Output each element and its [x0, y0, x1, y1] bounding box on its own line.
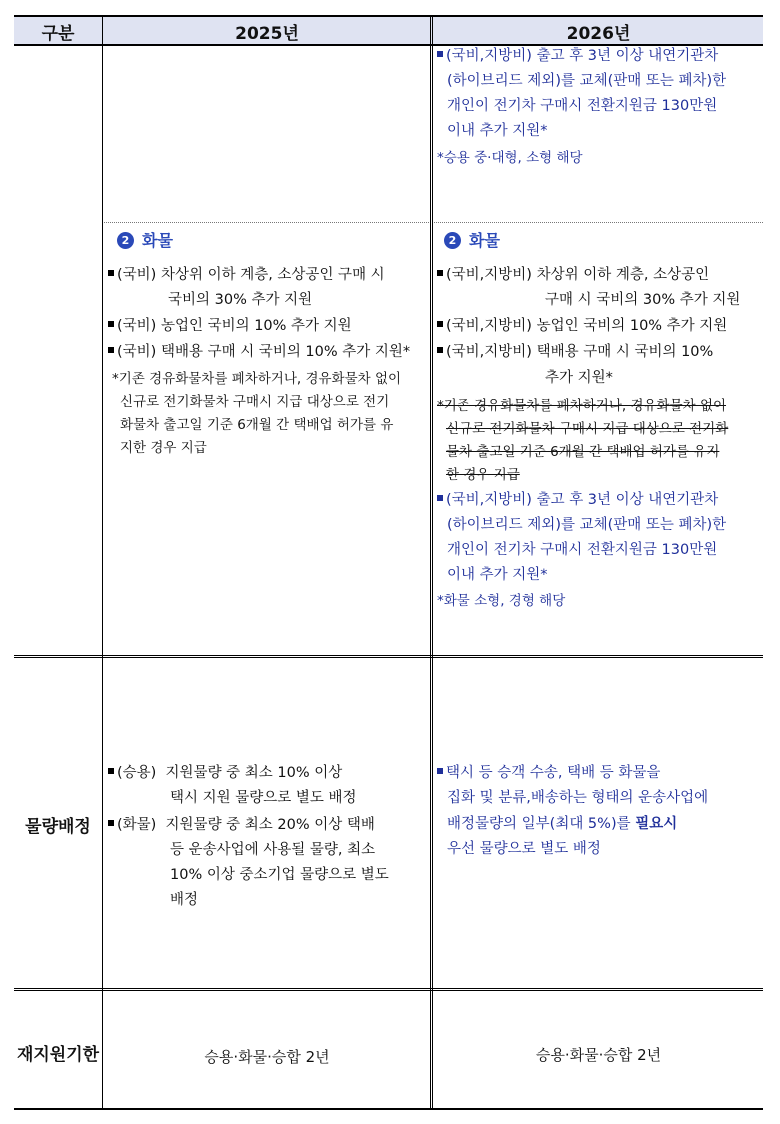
row-divider-volume: [14, 655, 763, 658]
header-2026: 2026년: [566, 24, 631, 44]
truck-2026-new-item-line: 개인이 전기차 구매시 전환지원금 130만원: [447, 542, 718, 558]
section-heading-truck-2026: 2 화물: [444, 228, 500, 251]
bullet-square-icon: [108, 321, 114, 327]
truck-2025-note-line: *기존 경유화물차를 폐차하거나, 경유화물차 없이: [112, 371, 402, 387]
table-top-border: [14, 15, 763, 17]
truck-2026-new-item: (국비,지방비) 출고 후 3년 이상 내연기관차: [437, 488, 718, 513]
row-divider-dotted: [104, 222, 763, 223]
truck-2025-item: (국비) 농업인 국비의 10% 추가 지원: [108, 314, 352, 339]
bullet-square-icon: [437, 270, 443, 276]
truck-2026-item-cont: 구매 시 국비의 30% 추가 지원: [545, 292, 741, 308]
resupport-2025-value: 승용·화물·승합 2년: [204, 1048, 330, 1066]
truck-2026-struck-note-line: *기존 경유화물차를 폐차하거나, 경유화물차 없이: [437, 398, 727, 414]
volume-2025-item-line: 10% 이상 중소기업 물량으로 별도: [170, 867, 389, 883]
row-label-resupport: 재지원기한: [16, 1045, 100, 1065]
bullet-square-icon: [108, 768, 114, 774]
bullet-square-icon: [108, 820, 114, 826]
volume-2026-item: 택시 등 승객 수송, 택배 등 화물을: [437, 761, 660, 786]
col-divider-1: [102, 16, 103, 1108]
volume-2026-item-line: 우선 물량으로 별도 배정: [447, 841, 601, 857]
volume-2025-item: (승용) 지원물량 중 최소 10% 이상: [108, 761, 342, 786]
volume-2026-item-line: 배정물량의 일부(최대 5%)를 필요시: [447, 816, 678, 832]
bullet-square-icon: [437, 768, 443, 774]
truck-2025-note-line: 신규로 전기화물차 구매시 지급 대상으로 전기: [120, 394, 390, 410]
passenger-2026-note: *승용 중·대형, 소형 해당: [437, 150, 583, 166]
table-bottom-border: [14, 1108, 763, 1110]
passenger-2026-item: (국비,지방비) 출고 후 3년 이상 내연기관차: [437, 44, 718, 69]
truck-2026-struck-note-line: 한 경우 지급: [446, 467, 520, 483]
passenger-2026-item-line: 이내 추가 지원*: [447, 123, 548, 139]
truck-2025-item: (국비) 택배용 구매 시 국비의 10% 추가 지원*: [108, 340, 410, 365]
section-heading-truck-2025: 2 화물: [117, 228, 173, 251]
header-2025: 2025년: [235, 24, 299, 44]
truck-2026-struck-note-line: 신규로 전기화물차 구매시 지급 대상으로 전기화: [446, 421, 729, 437]
bullet-square-icon: [437, 347, 443, 353]
bullet-square-icon: [437, 321, 443, 327]
bullet-square-icon: [108, 270, 114, 276]
header-category: 구분: [41, 24, 75, 44]
truck-2026-item: (국비,지방비) 농업인 국비의 10% 추가 지원: [437, 314, 727, 339]
volume-2025-item-line: 택시 지원 물량으로 별도 배정: [170, 790, 357, 806]
bullet-square-icon: [437, 51, 443, 57]
number-two-icon: 2: [444, 232, 461, 249]
volume-2025-item-line: 등 운송사업에 사용될 물량, 최소: [170, 842, 376, 858]
passenger-2026-item-line: 개인이 전기차 구매시 전환지원금 130만원: [447, 98, 718, 114]
bullet-square-icon: [108, 347, 114, 353]
col-divider-2: [430, 16, 433, 1108]
emphasis-text: 필요시: [635, 816, 678, 832]
number-two-icon: 2: [117, 232, 134, 249]
truck-2026-struck-note-line: 물차 출고일 기준 6개월 간 택배업 허가를 유지: [446, 444, 720, 460]
bullet-square-icon: [437, 495, 443, 501]
passenger-2026-item-line: (하이브리드 제외)를 교체(판매 또는 폐차)한: [447, 73, 727, 89]
volume-2026-item-line: 집화 및 분류,배송하는 형태의 운송사업에: [447, 790, 709, 806]
truck-2026-item: (국비,지방비) 택배용 구매 시 국비의 10%: [437, 340, 713, 365]
volume-2025-item: (화물) 지원물량 중 최소 20% 이상 택배: [108, 813, 375, 838]
truck-2026-note: *화물 소형, 경형 해당: [437, 593, 566, 609]
row-label-volume: 물량배정: [25, 817, 91, 837]
truck-2025-note-line: 화물차 출고일 기준 6개월 간 택배업 허가를 유: [120, 417, 394, 433]
volume-2025-item-line: 배정: [170, 892, 199, 908]
truck-2026-item-cont: 추가 지원*: [545, 370, 613, 386]
truck-2025-note-line: 지한 경우 지급: [120, 440, 207, 456]
truck-2025-item: (국비) 차상위 이하 계층, 소상공인 구매 시: [108, 263, 385, 288]
truck-2025-item-cont: 국비의 30% 추가 지원: [168, 292, 313, 308]
truck-2026-new-item-line: (하이브리드 제외)를 교체(판매 또는 폐차)한: [447, 517, 727, 533]
row-divider-resupport: [14, 988, 763, 991]
resupport-2026-value: 승용·화물·승합 2년: [535, 1046, 662, 1064]
truck-2026-new-item-line: 이내 추가 지원*: [447, 567, 548, 583]
truck-2026-item: (국비,지방비) 차상위 이하 계층, 소상공인: [437, 263, 709, 288]
